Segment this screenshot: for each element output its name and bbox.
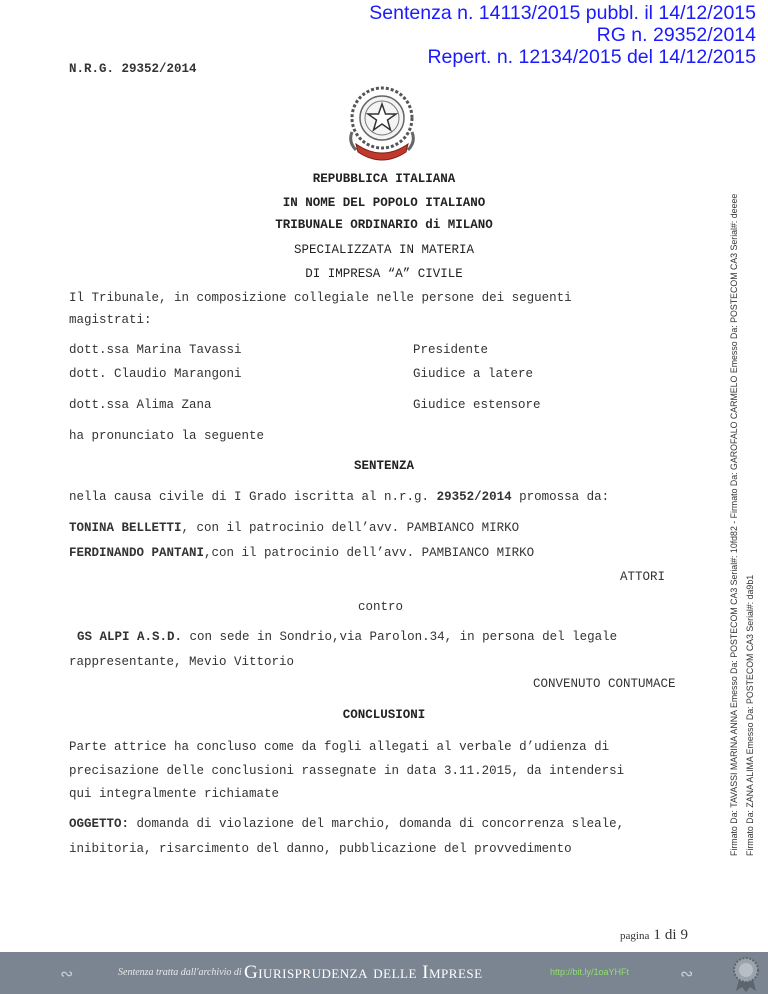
oggetto-label: OGGETTO: xyxy=(69,817,130,831)
defendant-representative: rappresentante, Mevio Vittorio xyxy=(69,655,295,669)
causa-number: 29352/2014 xyxy=(436,490,512,504)
stamp-line-repert: Repert. n. 12134/2015 del 14/12/2015 xyxy=(427,46,756,68)
sentenza-heading: SENTENZA xyxy=(353,459,414,473)
signature-note-1: Firmato Da: TAVASSI MARINA ANNA Emesso Da: POSTECOM CA3 Serial#: 10fd82 - Firmato Da: GAROFALO CARMELO Emesso Da: POSTECOM CA3 Serial#: deeee xyxy=(729,193,739,856)
page-number xyxy=(620,926,688,944)
actor-name: TONINA BELLETTI xyxy=(69,521,182,535)
actor-lawyer: , con il patrocinio dell’avv. PAMBIANCO MIRKO xyxy=(181,521,520,535)
title-sezione: DI IMPRESA “A” CIVILE xyxy=(305,267,463,281)
actor-name: FERDINANDO PANTANI xyxy=(69,546,205,560)
nrg-number: N.R.G. 29352/2014 xyxy=(69,62,197,76)
title-repubblica: REPUBBLICA ITALIANA xyxy=(312,172,456,186)
page-label: pagina xyxy=(620,930,650,942)
defendant-line xyxy=(77,630,617,644)
title-specializzata: SPECIALIZZATA IN MATERIA xyxy=(293,243,475,257)
footer-tratta: Sentenza tratta dall'archivio di xyxy=(118,967,242,978)
stamp-line-rg: RG n. 29352/2014 xyxy=(596,24,756,46)
oggetto-line-2: inibitoria, risarcimento del danno, pubblicazione del provvedimento xyxy=(69,842,572,856)
intro-line-1: Il Tribunale, in composizione collegiale nelle persone dei seguenti xyxy=(69,291,572,305)
actor-lawyer: ,con il patrocinio dell’avv. PAMBIANCO MIRKO xyxy=(204,546,535,560)
actor-line xyxy=(69,546,534,560)
causa-line xyxy=(69,490,609,504)
judge-role: Giudice estensore xyxy=(413,398,541,412)
defendant-name: GS ALPI A.S.D. xyxy=(77,630,183,644)
title-tribunale: TRIBUNALE ORDINARIO di MILANO xyxy=(275,218,493,232)
oggetto-text: domanda di violazione del marchio, domanda di concorrenza sleale, xyxy=(129,817,625,831)
page-current: 1 xyxy=(653,927,661,943)
seal-ribbon-icon xyxy=(730,956,762,992)
intro-line-2: magistrati: xyxy=(69,313,152,327)
stamp-line-sentenza: Sentenza n. 14113/2015 pubbl. il 14/12/2015 xyxy=(369,2,756,24)
archive-footer xyxy=(0,952,768,994)
page-total: 9 xyxy=(680,927,688,943)
signature-note-2: Firmato Da: ZANA ALIMA Emesso Da: POSTECOM CA3 Serial#: da9b1 xyxy=(745,574,755,856)
defendant-address: con sede in Sondrio,via Parolon.34, in persona del legale xyxy=(182,630,618,644)
pronounced-line: ha pronunciato la seguente xyxy=(69,429,265,443)
footer-brand: Giurisprudenza delle Imprese xyxy=(244,962,483,983)
attori-label: ATTORI xyxy=(620,570,666,584)
conclusioni-line-2: precisazione delle conclusioni rassegnate in data 3.11.2015, da intendersi xyxy=(69,764,625,778)
judge-name: dott.ssa Alima Zana xyxy=(69,398,212,412)
flourish-right-icon: ∾ xyxy=(680,966,694,984)
republic-emblem-icon xyxy=(342,80,422,162)
causa-prefix: nella causa civile di I Grado iscritta al n.r.g. xyxy=(69,490,437,504)
conclusioni-line-3: qui integralmente richiamate xyxy=(69,787,280,801)
judge-role: Presidente xyxy=(413,343,489,357)
footer-url[interactable]: http://bit.ly/1oaYHFt xyxy=(550,967,630,977)
oggetto-line-1 xyxy=(69,817,624,831)
conclusioni-heading: CONCLUSIONI xyxy=(342,708,426,722)
judge-role: Giudice a latere xyxy=(413,367,534,381)
judge-name: dott. Claudio Marangoni xyxy=(69,367,242,381)
conclusioni-line-1: Parte attrice ha concluso come da fogli allegati al verbale d’udienza di xyxy=(69,740,610,754)
convenuto-label: CONVENUTO CONTUMACE xyxy=(533,677,676,691)
publication-stamp xyxy=(336,2,756,68)
actor-line xyxy=(69,521,519,535)
causa-suffix: promossa da: xyxy=(511,490,610,504)
contro-label: contro xyxy=(358,600,404,614)
flourish-left-icon: ∾ xyxy=(60,966,74,984)
page-separator: di xyxy=(664,927,677,943)
title-nome-popolo: IN NOME DEL POPOLO ITALIANO xyxy=(282,196,486,210)
judge-name: dott.ssa Marina Tavassi xyxy=(69,343,242,357)
